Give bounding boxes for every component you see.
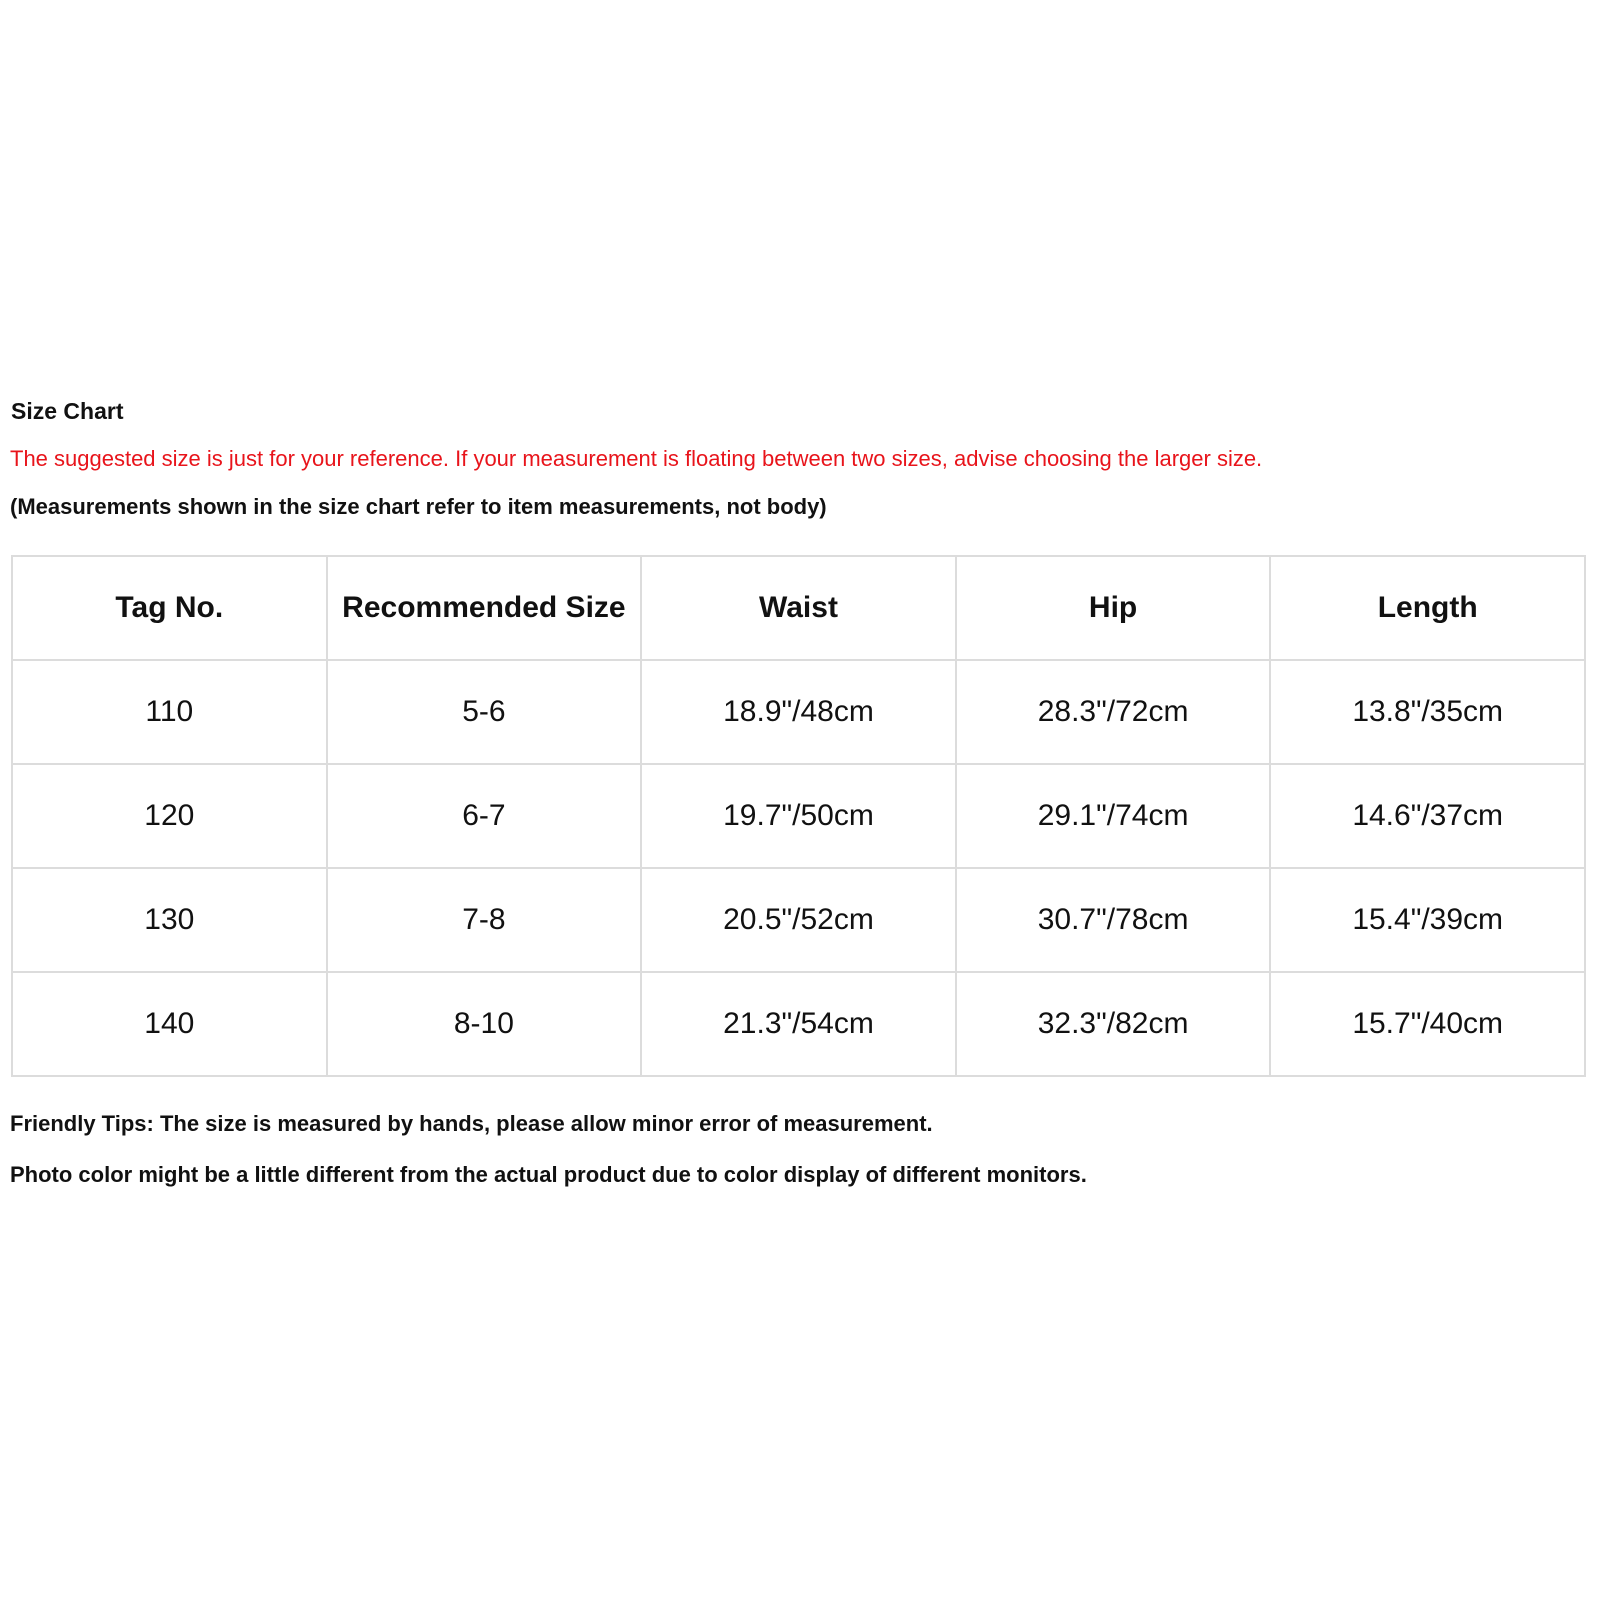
header-length: Length bbox=[1270, 556, 1585, 660]
cell-hip: 32.3"/82cm bbox=[956, 972, 1271, 1076]
cell-hip: 28.3"/72cm bbox=[956, 660, 1271, 764]
cell-length: 14.6"/37cm bbox=[1270, 764, 1585, 868]
header-tag-no: Tag No. bbox=[12, 556, 327, 660]
friendly-tip: Friendly Tips: The size is measured by hands, please allow minor error of measurement. bbox=[10, 1111, 933, 1136]
table-row bbox=[12, 868, 1585, 972]
cell-length: 15.7"/40cm bbox=[1270, 972, 1585, 1076]
cell-recommended-size: 5-6 bbox=[327, 660, 642, 764]
header-hip: Hip bbox=[956, 556, 1271, 660]
cell-tag-no: 120 bbox=[12, 764, 327, 868]
cell-recommended-size: 6-7 bbox=[327, 764, 642, 868]
cell-waist: 20.5"/52cm bbox=[641, 868, 956, 972]
table-row bbox=[12, 764, 1585, 868]
cell-tag-no: 130 bbox=[12, 868, 327, 972]
header-waist: Waist bbox=[641, 556, 956, 660]
header-recommended-size: Recommended Size bbox=[327, 556, 642, 660]
table-row bbox=[12, 972, 1585, 1076]
cell-waist: 19.7"/50cm bbox=[641, 764, 956, 868]
cell-waist: 18.9"/48cm bbox=[641, 660, 956, 764]
cell-hip: 29.1"/74cm bbox=[956, 764, 1271, 868]
size-chart-title: Size Chart bbox=[11, 398, 124, 424]
cell-recommended-size: 7-8 bbox=[327, 868, 642, 972]
cell-hip: 30.7"/78cm bbox=[956, 868, 1271, 972]
measurement-note: (Measurements shown in the size chart refer to item measurements, not body) bbox=[10, 494, 827, 519]
cell-tag-no: 140 bbox=[12, 972, 327, 1076]
cell-length: 15.4"/39cm bbox=[1270, 868, 1585, 972]
reference-note: The suggested size is just for your reference. If your measurement is floating between two sizes, advise choosing the larger size. bbox=[10, 446, 1263, 471]
cell-length: 13.8"/35cm bbox=[1270, 660, 1585, 764]
cell-tag-no: 110 bbox=[12, 660, 327, 764]
table-row bbox=[12, 660, 1585, 764]
size-table bbox=[11, 555, 1586, 1077]
cell-recommended-size: 8-10 bbox=[327, 972, 642, 1076]
table-header-row bbox=[12, 556, 1585, 660]
cell-waist: 21.3"/54cm bbox=[641, 972, 956, 1076]
color-disclaimer: Photo color might be a little different from the actual product due to color display of different monitors. bbox=[10, 1162, 1087, 1187]
